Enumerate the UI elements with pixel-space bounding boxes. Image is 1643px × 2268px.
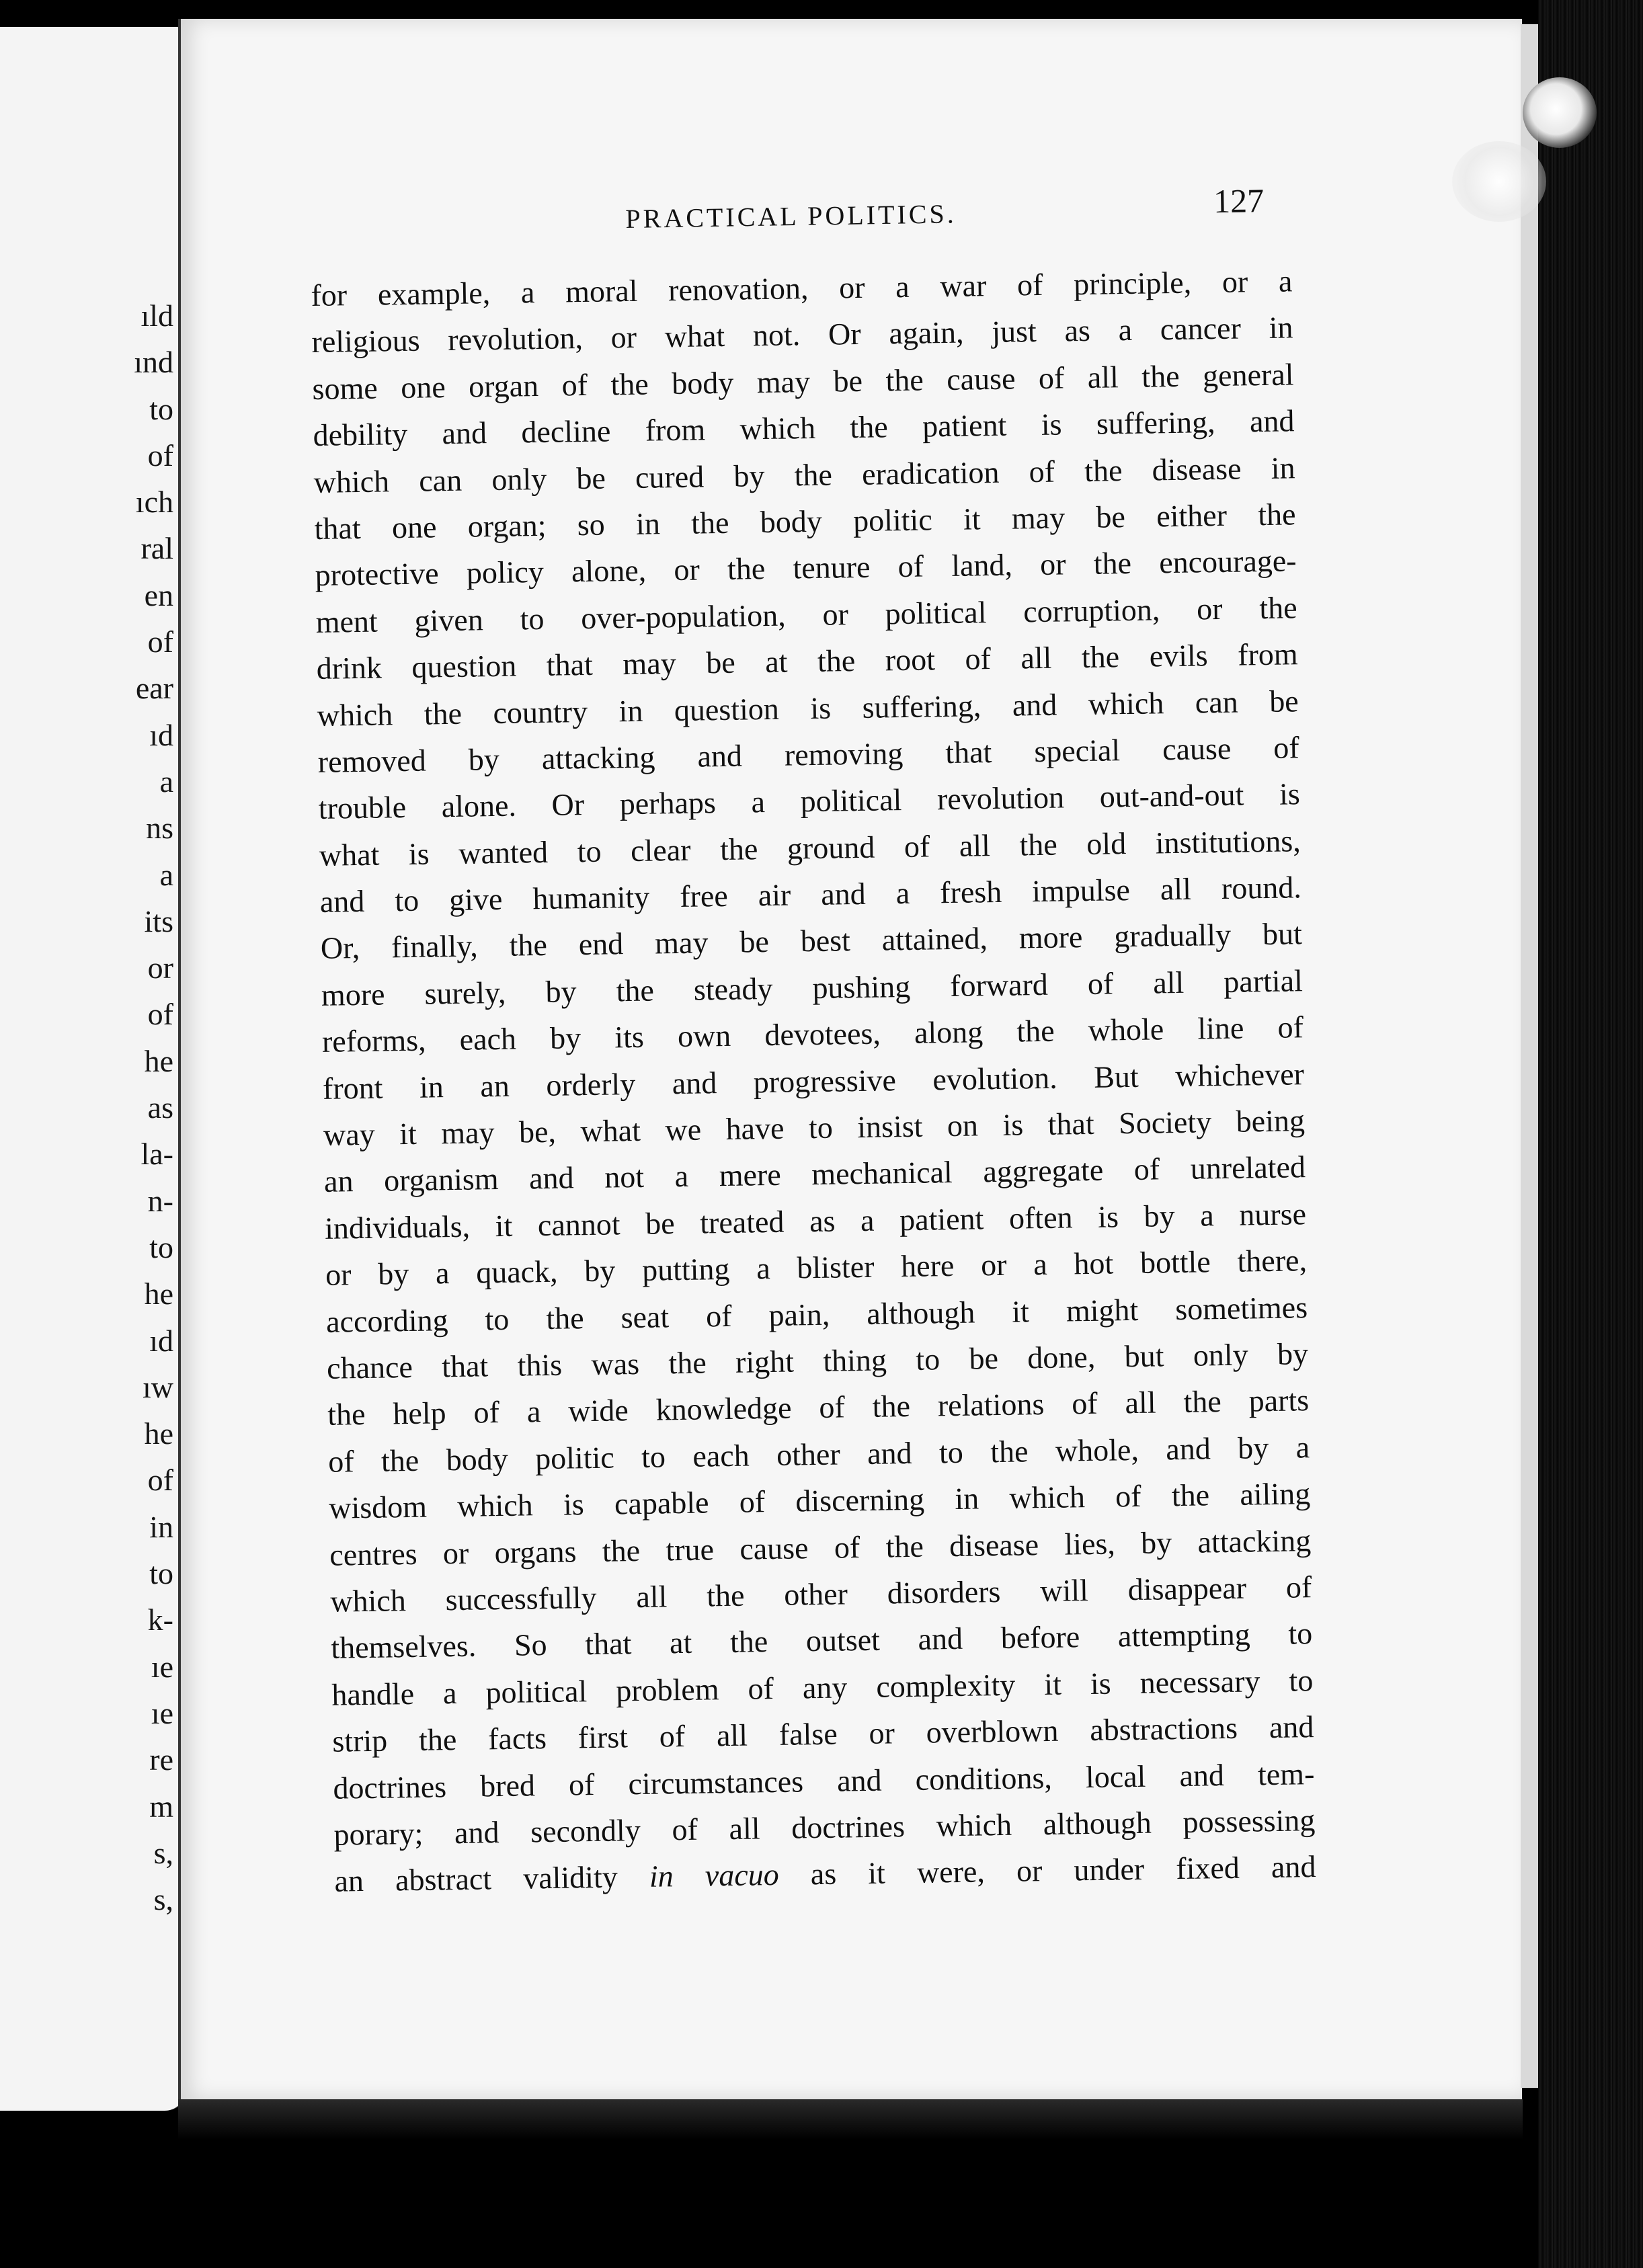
text-line: or by a quack, by putting a blister here or a hot bottle there,	[325, 1243, 1308, 1293]
left-page-fragment: ıd	[149, 717, 173, 752]
left-page-fragment: he	[144, 1043, 173, 1078]
left-page-fragment: to	[149, 1556, 173, 1591]
left-page-fragment: a	[159, 857, 173, 892]
left-page-fragment: la-	[141, 1137, 173, 1172]
left-page-fragment: ıe	[151, 1649, 173, 1684]
text-line: way it may be, what we have to insist on is that Society being	[323, 1103, 1306, 1152]
text-line: wisdom which is capable of discerning in which of the ailing	[328, 1476, 1311, 1525]
page-blemish	[1523, 77, 1597, 148]
text-line: porary; and secondly of all doctrines which although possessing	[333, 1802, 1316, 1852]
left-page-fragment: a	[159, 764, 173, 799]
page-stain	[1452, 141, 1546, 222]
text-line: chance that this was the right thing to be done, but only by	[326, 1336, 1309, 1385]
text-line: protective policy alone, or the tenure of land, or the encourage-	[315, 543, 1297, 593]
left-page-fragment: as	[147, 1090, 173, 1125]
left-page-edge	[0, 27, 192, 2111]
left-page-fragment: or	[147, 950, 173, 985]
left-page-fragment: of	[147, 438, 173, 473]
page-edge	[1521, 24, 1540, 2088]
page-number: 127	[1213, 181, 1265, 220]
left-page-fragment: to	[149, 391, 173, 426]
text-line: strip the facts first of all false or overblown abstractions and	[332, 1709, 1314, 1758]
text-line: themselves. So that at the outset and before attempting to	[330, 1616, 1313, 1666]
text-line: according to the seat of pain, although it might sometimes	[325, 1289, 1308, 1339]
left-page-fragment: m	[149, 1789, 173, 1824]
text-line: debility and decline from which the patient is suffering, and	[313, 403, 1295, 453]
text-line: of the body politic to each other and to the whole, and by a	[327, 1429, 1310, 1479]
text-line: more surely, by the steady pushing forward of all partial	[321, 963, 1304, 1012]
left-page-fragment: in	[149, 1509, 173, 1544]
left-page-fragment: ıe	[151, 1695, 173, 1730]
left-page-fragment: ral	[141, 531, 173, 566]
text-line: individuals, it cannot be treated as a patient often is by a nurse	[324, 1197, 1307, 1246]
text-line: and to give humanity free air and a fresh impulse all round.	[319, 870, 1302, 919]
left-page-fragment: re	[149, 1742, 173, 1777]
left-page-fragment: he	[144, 1277, 173, 1311]
left-page-fragment: of	[147, 624, 173, 659]
left-page-fragment: ıch	[135, 485, 173, 520]
text-line: Or, finally, the end may be best attained, more gradually but	[320, 916, 1303, 966]
text-line: reforms, each by its own devotees, along the whole line of	[321, 1010, 1304, 1059]
text-line: that one organ; so in the body politic it may be either the	[314, 497, 1296, 546]
text-line: which the country in question is suffering, and which can be	[317, 683, 1299, 733]
text-line: ment given to over-population, or political corruption, or the	[315, 590, 1297, 639]
text-line: trouble alone. Or perhaps a political revolution out-and-out is	[318, 776, 1301, 826]
text-line: what is wanted to clear the ground of all the old institutions,	[319, 823, 1301, 873]
running-head: PRACTICAL POLITICS.	[625, 198, 957, 234]
left-page-fragment: k-	[147, 1603, 173, 1637]
left-page-fragment: of	[147, 1463, 173, 1498]
left-page-fragment: its	[144, 903, 173, 938]
left-page-fragment: ıld	[141, 298, 173, 333]
left-page-fragment: s,	[153, 1835, 173, 1870]
text-line: religious revolution, or what not. Or again, just as a cancer in	[311, 310, 1293, 360]
left-page-fragment: he	[144, 1416, 173, 1451]
text-line: centres or organs the true cause of the disease lies, by attacking	[329, 1523, 1312, 1572]
left-page-fragment: of	[147, 997, 173, 1032]
text-line: which can only be cured by the eradication of the disease in	[313, 450, 1295, 499]
left-page-fragment: s,	[153, 1882, 173, 1917]
left-page-fragment: ns	[146, 811, 173, 846]
text-line: handle a political problem of any complexity it is necessary to	[331, 1662, 1314, 1712]
left-page-fragment: ınd	[134, 345, 173, 380]
page-bottom-shadow	[178, 2099, 1523, 2140]
body-text	[311, 257, 1316, 1904]
text-line-last: an abstract validity in vacuo as it were, or under fixed and	[334, 1849, 1316, 1899]
text-line: removed by attacking and removing that special cause of	[317, 730, 1300, 779]
text-line: for example, a moral renovation, or a war of principle, or a	[311, 264, 1293, 313]
left-page-fragment: en	[144, 577, 173, 612]
text-line: the help of a wide knowledge of the relations of all the parts	[327, 1383, 1310, 1432]
left-page-fragment: ear	[135, 671, 173, 706]
left-page-fragment: n-	[147, 1183, 173, 1218]
left-page-fragment: ıd	[149, 1323, 173, 1358]
text-line: which successfully all the other disorders will disappear of	[329, 1570, 1312, 1619]
book-spine-shadow	[1538, 0, 1643, 2268]
text-line: drink question that may be at the root of all the evils from	[316, 637, 1298, 686]
text-line: front in an orderly and progressive evolution. But whichever	[322, 1056, 1305, 1106]
left-page-fragment: ıw	[143, 1369, 173, 1404]
left-page-fragment: to	[149, 1229, 173, 1264]
text-line: some one organ of the body may be the cause of all the general	[312, 357, 1294, 406]
text-line: an organism and not a mere mechanical aggregate of unrelated	[323, 1149, 1306, 1199]
left-page-line-fragments	[134, 292, 173, 1922]
text-line: doctrines bred of circumstances and conditions, local and tem-	[333, 1756, 1315, 1806]
italic-phrase: in vacuo	[649, 1857, 780, 1894]
